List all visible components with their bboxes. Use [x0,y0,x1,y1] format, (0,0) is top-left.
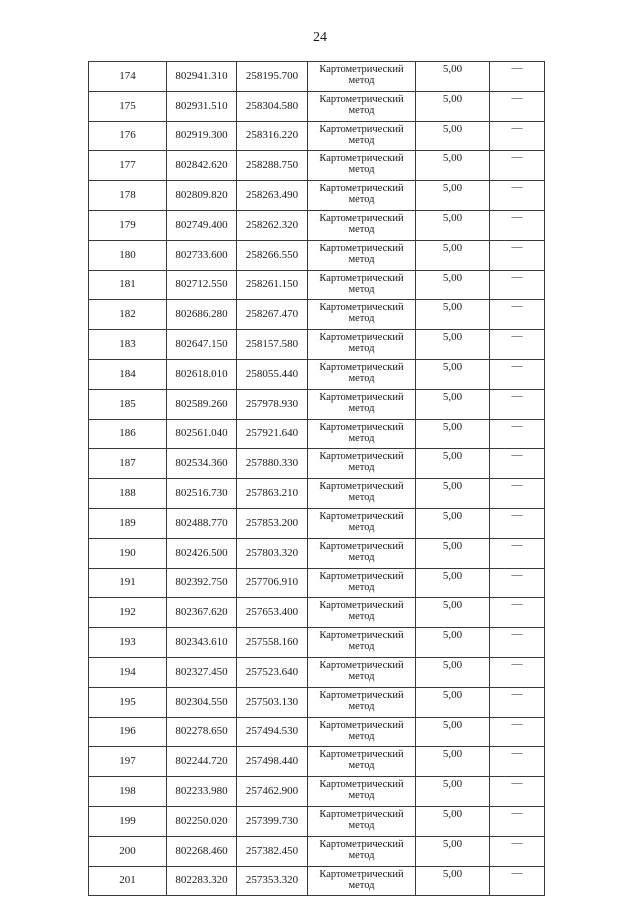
y-coordinate-cell: 257399.730 [237,806,308,836]
point-number-cell: 181 [89,270,167,300]
table-body [89,62,545,896]
precision-cell: 5,00 [416,538,490,568]
x-coordinate-cell: 802343.610 [167,628,237,658]
y-coordinate-cell: 257978.930 [237,389,308,419]
precision-cell: 5,00 [416,330,490,360]
point-number-cell: 191 [89,568,167,598]
note-cell: — [490,687,545,717]
x-coordinate-cell: 802268.460 [167,836,237,866]
note-cell: — [490,598,545,628]
point-number-cell: 182 [89,300,167,330]
point-number-cell: 195 [89,687,167,717]
x-coordinate-cell: 802278.650 [167,717,237,747]
table-row [89,717,545,747]
x-coordinate-cell: 802233.980 [167,777,237,807]
table-row [89,598,545,628]
point-number-cell: 188 [89,479,167,509]
x-coordinate-cell: 802589.260 [167,389,237,419]
y-coordinate-cell: 258263.490 [237,181,308,211]
method-cell: Картометрический метод [308,449,416,479]
y-coordinate-cell: 257558.160 [237,628,308,658]
x-coordinate-cell: 802941.310 [167,62,237,92]
precision-cell: 5,00 [416,419,490,449]
method-cell: Картометрический метод [308,657,416,687]
table-row [89,151,545,181]
precision-cell: 5,00 [416,449,490,479]
table-row [89,628,545,658]
x-coordinate-cell: 802327.450 [167,657,237,687]
precision-cell: 5,00 [416,836,490,866]
y-coordinate-cell: 257880.330 [237,449,308,479]
note-cell: — [490,508,545,538]
y-coordinate-cell: 258304.580 [237,91,308,121]
table-row [89,479,545,509]
method-cell: Картометрический метод [308,151,416,181]
y-coordinate-cell: 258266.550 [237,240,308,270]
point-number-cell: 178 [89,181,167,211]
table-row [89,449,545,479]
note-cell: — [490,181,545,211]
precision-cell: 5,00 [416,181,490,211]
x-coordinate-cell: 802733.600 [167,240,237,270]
precision-cell: 5,00 [416,91,490,121]
method-cell: Картометрический метод [308,359,416,389]
x-coordinate-cell: 802426.500 [167,538,237,568]
method-cell: Картометрический метод [308,687,416,717]
precision-cell: 5,00 [416,747,490,777]
method-cell: Картометрический метод [308,598,416,628]
method-cell: Картометрический метод [308,419,416,449]
x-coordinate-cell: 802686.280 [167,300,237,330]
table-row [89,538,545,568]
y-coordinate-cell: 257803.320 [237,538,308,568]
table-row [89,389,545,419]
note-cell: — [490,91,545,121]
precision-cell: 5,00 [416,300,490,330]
point-number-cell: 197 [89,747,167,777]
x-coordinate-cell: 802250.020 [167,806,237,836]
table-row [89,508,545,538]
note-cell: — [490,449,545,479]
point-number-cell: 180 [89,240,167,270]
table-row [89,568,545,598]
x-coordinate-cell: 802392.750 [167,568,237,598]
note-cell: — [490,628,545,658]
table-row [89,240,545,270]
y-coordinate-cell: 257353.320 [237,866,308,896]
point-number-cell: 187 [89,449,167,479]
method-cell: Картометрический метод [308,240,416,270]
x-coordinate-cell: 802749.400 [167,210,237,240]
y-coordinate-cell: 257706.910 [237,568,308,598]
precision-cell: 5,00 [416,657,490,687]
note-cell: — [490,747,545,777]
note-cell: — [490,121,545,151]
precision-cell: 5,00 [416,359,490,389]
precision-cell: 5,00 [416,62,490,92]
note-cell: — [490,62,545,92]
page-number: 24 [313,30,327,45]
precision-cell: 5,00 [416,777,490,807]
y-coordinate-cell: 257863.210 [237,479,308,509]
precision-cell: 5,00 [416,628,490,658]
method-cell: Картометрический метод [308,479,416,509]
note-cell: — [490,330,545,360]
table-row [89,777,545,807]
point-number-cell: 201 [89,866,167,896]
x-coordinate-cell: 802561.040 [167,419,237,449]
x-coordinate-cell: 802488.770 [167,508,237,538]
point-number-cell: 198 [89,777,167,807]
table-row [89,836,545,866]
point-number-cell: 175 [89,91,167,121]
note-cell: — [490,300,545,330]
table-row [89,866,545,896]
table-row [89,359,545,389]
x-coordinate-cell: 802534.360 [167,449,237,479]
note-cell: — [490,866,545,896]
y-coordinate-cell: 258261.150 [237,270,308,300]
y-coordinate-cell: 258055.440 [237,359,308,389]
precision-cell: 5,00 [416,240,490,270]
y-coordinate-cell: 257653.400 [237,598,308,628]
note-cell: — [490,806,545,836]
x-coordinate-cell: 802842.620 [167,151,237,181]
y-coordinate-cell: 257498.440 [237,747,308,777]
method-cell: Картометрический метод [308,181,416,211]
method-cell: Картометрический метод [308,836,416,866]
y-coordinate-cell: 258316.220 [237,121,308,151]
point-number-cell: 189 [89,508,167,538]
x-coordinate-cell: 802283.320 [167,866,237,896]
precision-cell: 5,00 [416,687,490,717]
point-number-cell: 196 [89,717,167,747]
note-cell: — [490,568,545,598]
method-cell: Картометрический метод [308,538,416,568]
precision-cell: 5,00 [416,270,490,300]
y-coordinate-cell: 257462.900 [237,777,308,807]
precision-cell: 5,00 [416,210,490,240]
table-row [89,419,545,449]
precision-cell: 5,00 [416,806,490,836]
y-coordinate-cell: 258267.470 [237,300,308,330]
precision-cell: 5,00 [416,121,490,151]
x-coordinate-cell: 802931.510 [167,91,237,121]
x-coordinate-cell: 802244.720 [167,747,237,777]
method-cell: Картометрический метод [308,806,416,836]
table-row [89,687,545,717]
x-coordinate-cell: 802618.010 [167,359,237,389]
precision-cell: 5,00 [416,717,490,747]
table-row [89,270,545,300]
point-number-cell: 174 [89,62,167,92]
point-number-cell: 184 [89,359,167,389]
note-cell: — [490,210,545,240]
y-coordinate-cell: 258288.750 [237,151,308,181]
y-coordinate-cell: 258262.320 [237,210,308,240]
y-coordinate-cell: 257523.640 [237,657,308,687]
point-number-cell: 192 [89,598,167,628]
point-number-cell: 177 [89,151,167,181]
x-coordinate-cell: 802919.300 [167,121,237,151]
table-row [89,210,545,240]
point-number-cell: 190 [89,538,167,568]
note-cell: — [490,419,545,449]
y-coordinate-cell: 258195.700 [237,62,308,92]
note-cell: — [490,836,545,866]
table-row [89,806,545,836]
y-coordinate-cell: 257382.450 [237,836,308,866]
method-cell: Картометрический метод [308,389,416,419]
precision-cell: 5,00 [416,479,490,509]
x-coordinate-cell: 802304.550 [167,687,237,717]
precision-cell: 5,00 [416,151,490,181]
method-cell: Картометрический метод [308,866,416,896]
method-cell: Картометрический метод [308,628,416,658]
note-cell: — [490,359,545,389]
table-row [89,121,545,151]
precision-cell: 5,00 [416,508,490,538]
coordinates-table [88,61,545,896]
note-cell: — [490,270,545,300]
x-coordinate-cell: 802647.150 [167,330,237,360]
y-coordinate-cell: 257921.640 [237,419,308,449]
method-cell: Картометрический метод [308,568,416,598]
note-cell: — [490,240,545,270]
note-cell: — [490,538,545,568]
method-cell: Картометрический метод [308,330,416,360]
method-cell: Картометрический метод [308,300,416,330]
precision-cell: 5,00 [416,568,490,598]
point-number-cell: 176 [89,121,167,151]
method-cell: Картометрический метод [308,270,416,300]
point-number-cell: 183 [89,330,167,360]
table-row [89,62,545,92]
method-cell: Картометрический метод [308,508,416,538]
point-number-cell: 194 [89,657,167,687]
table-row [89,330,545,360]
x-coordinate-cell: 802809.820 [167,181,237,211]
method-cell: Картометрический метод [308,210,416,240]
method-cell: Картометрический метод [308,91,416,121]
y-coordinate-cell: 257494.530 [237,717,308,747]
point-number-cell: 193 [89,628,167,658]
precision-cell: 5,00 [416,866,490,896]
note-cell: — [490,717,545,747]
point-number-cell: 199 [89,806,167,836]
table-row [89,91,545,121]
method-cell: Картометрический метод [308,777,416,807]
point-number-cell: 185 [89,389,167,419]
method-cell: Картометрический метод [308,717,416,747]
point-number-cell: 200 [89,836,167,866]
y-coordinate-cell: 257853.200 [237,508,308,538]
table-row [89,300,545,330]
point-number-cell: 179 [89,210,167,240]
note-cell: — [490,151,545,181]
note-cell: — [490,657,545,687]
method-cell: Картометрический метод [308,121,416,151]
note-cell: — [490,777,545,807]
x-coordinate-cell: 802712.550 [167,270,237,300]
method-cell: Картометрический метод [308,62,416,92]
precision-cell: 5,00 [416,598,490,628]
note-cell: — [490,389,545,419]
table-row [89,181,545,211]
x-coordinate-cell: 802367.620 [167,598,237,628]
note-cell: — [490,479,545,509]
y-coordinate-cell: 257503.130 [237,687,308,717]
precision-cell: 5,00 [416,389,490,419]
table-row [89,657,545,687]
y-coordinate-cell: 258157.580 [237,330,308,360]
point-number-cell: 186 [89,419,167,449]
method-cell: Картометрический метод [308,747,416,777]
table-row [89,747,545,777]
x-coordinate-cell: 802516.730 [167,479,237,509]
